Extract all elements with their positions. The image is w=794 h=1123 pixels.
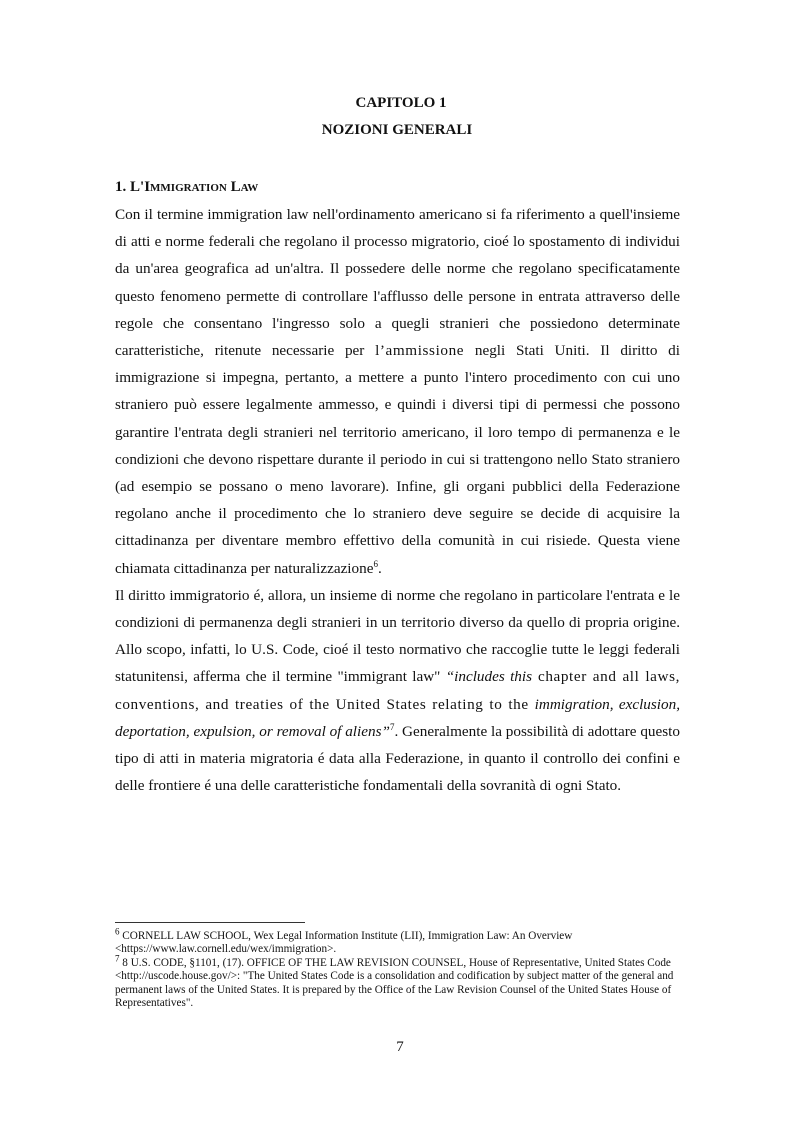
footnote-text: 8 U.S. CODE, §1101, (17). OFFICE OF THE LAW REVISION COUNSEL, House of Representative, United States Code <http://uscode.house.gov/>: "The United States Code is a consolidation and codification by subject matter of the general and permanent laws of the United States. It is prepared by the Office of the Law Revision Counsel of the United States House of Representatives". [115,956,674,1010]
footnote-7 [115,953,680,1011]
quote-part-a: “includes this [445,668,533,686]
paragraph-2-text-a: Il diritto immigratorio é, allora, un insieme di norme che regolano in particolare l'entrata e le condizioni di permanenza degli stranieri in un territorio diverso da quello di propria origine. Allo scopo, infatti, lo U.S. Code, cioé il testo normativo che raccoglie tutte le leggi federali statunitensi, afferma che il termine "immigrant law" [115,586,680,686]
footnote-divider [115,922,305,923]
footnote-mark: 7 [115,953,120,964]
footnote-ref-6[interactable]: 6 [373,558,378,569]
quote-part-b: chapter and all laws, conventions, and treaties of the United States relating to the [115,668,680,713]
paragraph-1-text-a: Con il termine immigration law nell'ordinamento americano si fa riferimento a quell'insieme di atti e norme federali che regolano il processo migratorio, cioé lo spostamento di individui da un'area geografica ad un'altra. Il possedere delle norme che regolano specificatamente questo fenomeno permette di controllare l'afflusso delle persone in entrata attraverso delle regole che consentano l'ingresso solo a quegli stranieri che possiedono determinate caratteristiche, ritenute necessarie per [115,206,680,360]
paragraph-2-text-b: . Generalmente la possibilità di adottare questo tipo di atti in materia migratoria é data alla Federazione, in quanto il controllo dei confini e delle frontiere é una delle caratteristiche fondamentali della sovranità di ogni Stato. [115,722,680,795]
footnotes [115,926,680,1010]
footnote-text: CORNELL LAW SCHOOL, Wex Legal Information Institute (LII), Immigration Law: An Overview <https://www.law.cornell.edu/wex/immigration>. [115,930,573,956]
footnote-6 [115,926,680,957]
chapter-label: CAPITOLO 1 [355,95,447,111]
paragraph-1-end: . [377,559,382,577]
chapter-title: NOZIONI GENERALI [321,122,473,138]
paragraph-1 [115,201,680,582]
section-number: 1. L' [115,179,145,195]
paragraph-2 [115,582,680,800]
footnote-ref-7[interactable]: 7 [389,721,395,732]
section-title: Immigration Law [144,179,259,195]
page-number: 7 [396,1039,404,1055]
body-text [115,201,680,799]
paragraph-1-text-b: negli Stati Uniti. Il diritto di immigrazione si impegna, pertanto, a mettere a punto l'intero procedimento con cui uno straniero può essere legalmente ammesso, e quindi i diversi tipi di permessi che possono garantire l'entrata degli stranieri nel territorio americano, il loro tempo di permanenza e le condizioni che devono rispettare durante il periodo in cui si trattengono nello Stato straniero (ad esempio se possano o meno lavorare). Infine, gli organi pubblici della Federazione regolano anche il procedimento che lo straniero deve seguire se decide di acquisire la cittadinanza per diventare membro effettivo della comunità in cui risiede. Questa viene chiamata cittadinanza per naturalizzazione [115,342,680,577]
section-heading [115,179,258,196]
footnote-mark: 6 [115,926,120,937]
quote-part-c: immigration, exclusion, deportation, expulsion, or removal of aliens” [115,695,680,740]
paragraph-1-spaced-word: l’ammissione [375,342,465,360]
